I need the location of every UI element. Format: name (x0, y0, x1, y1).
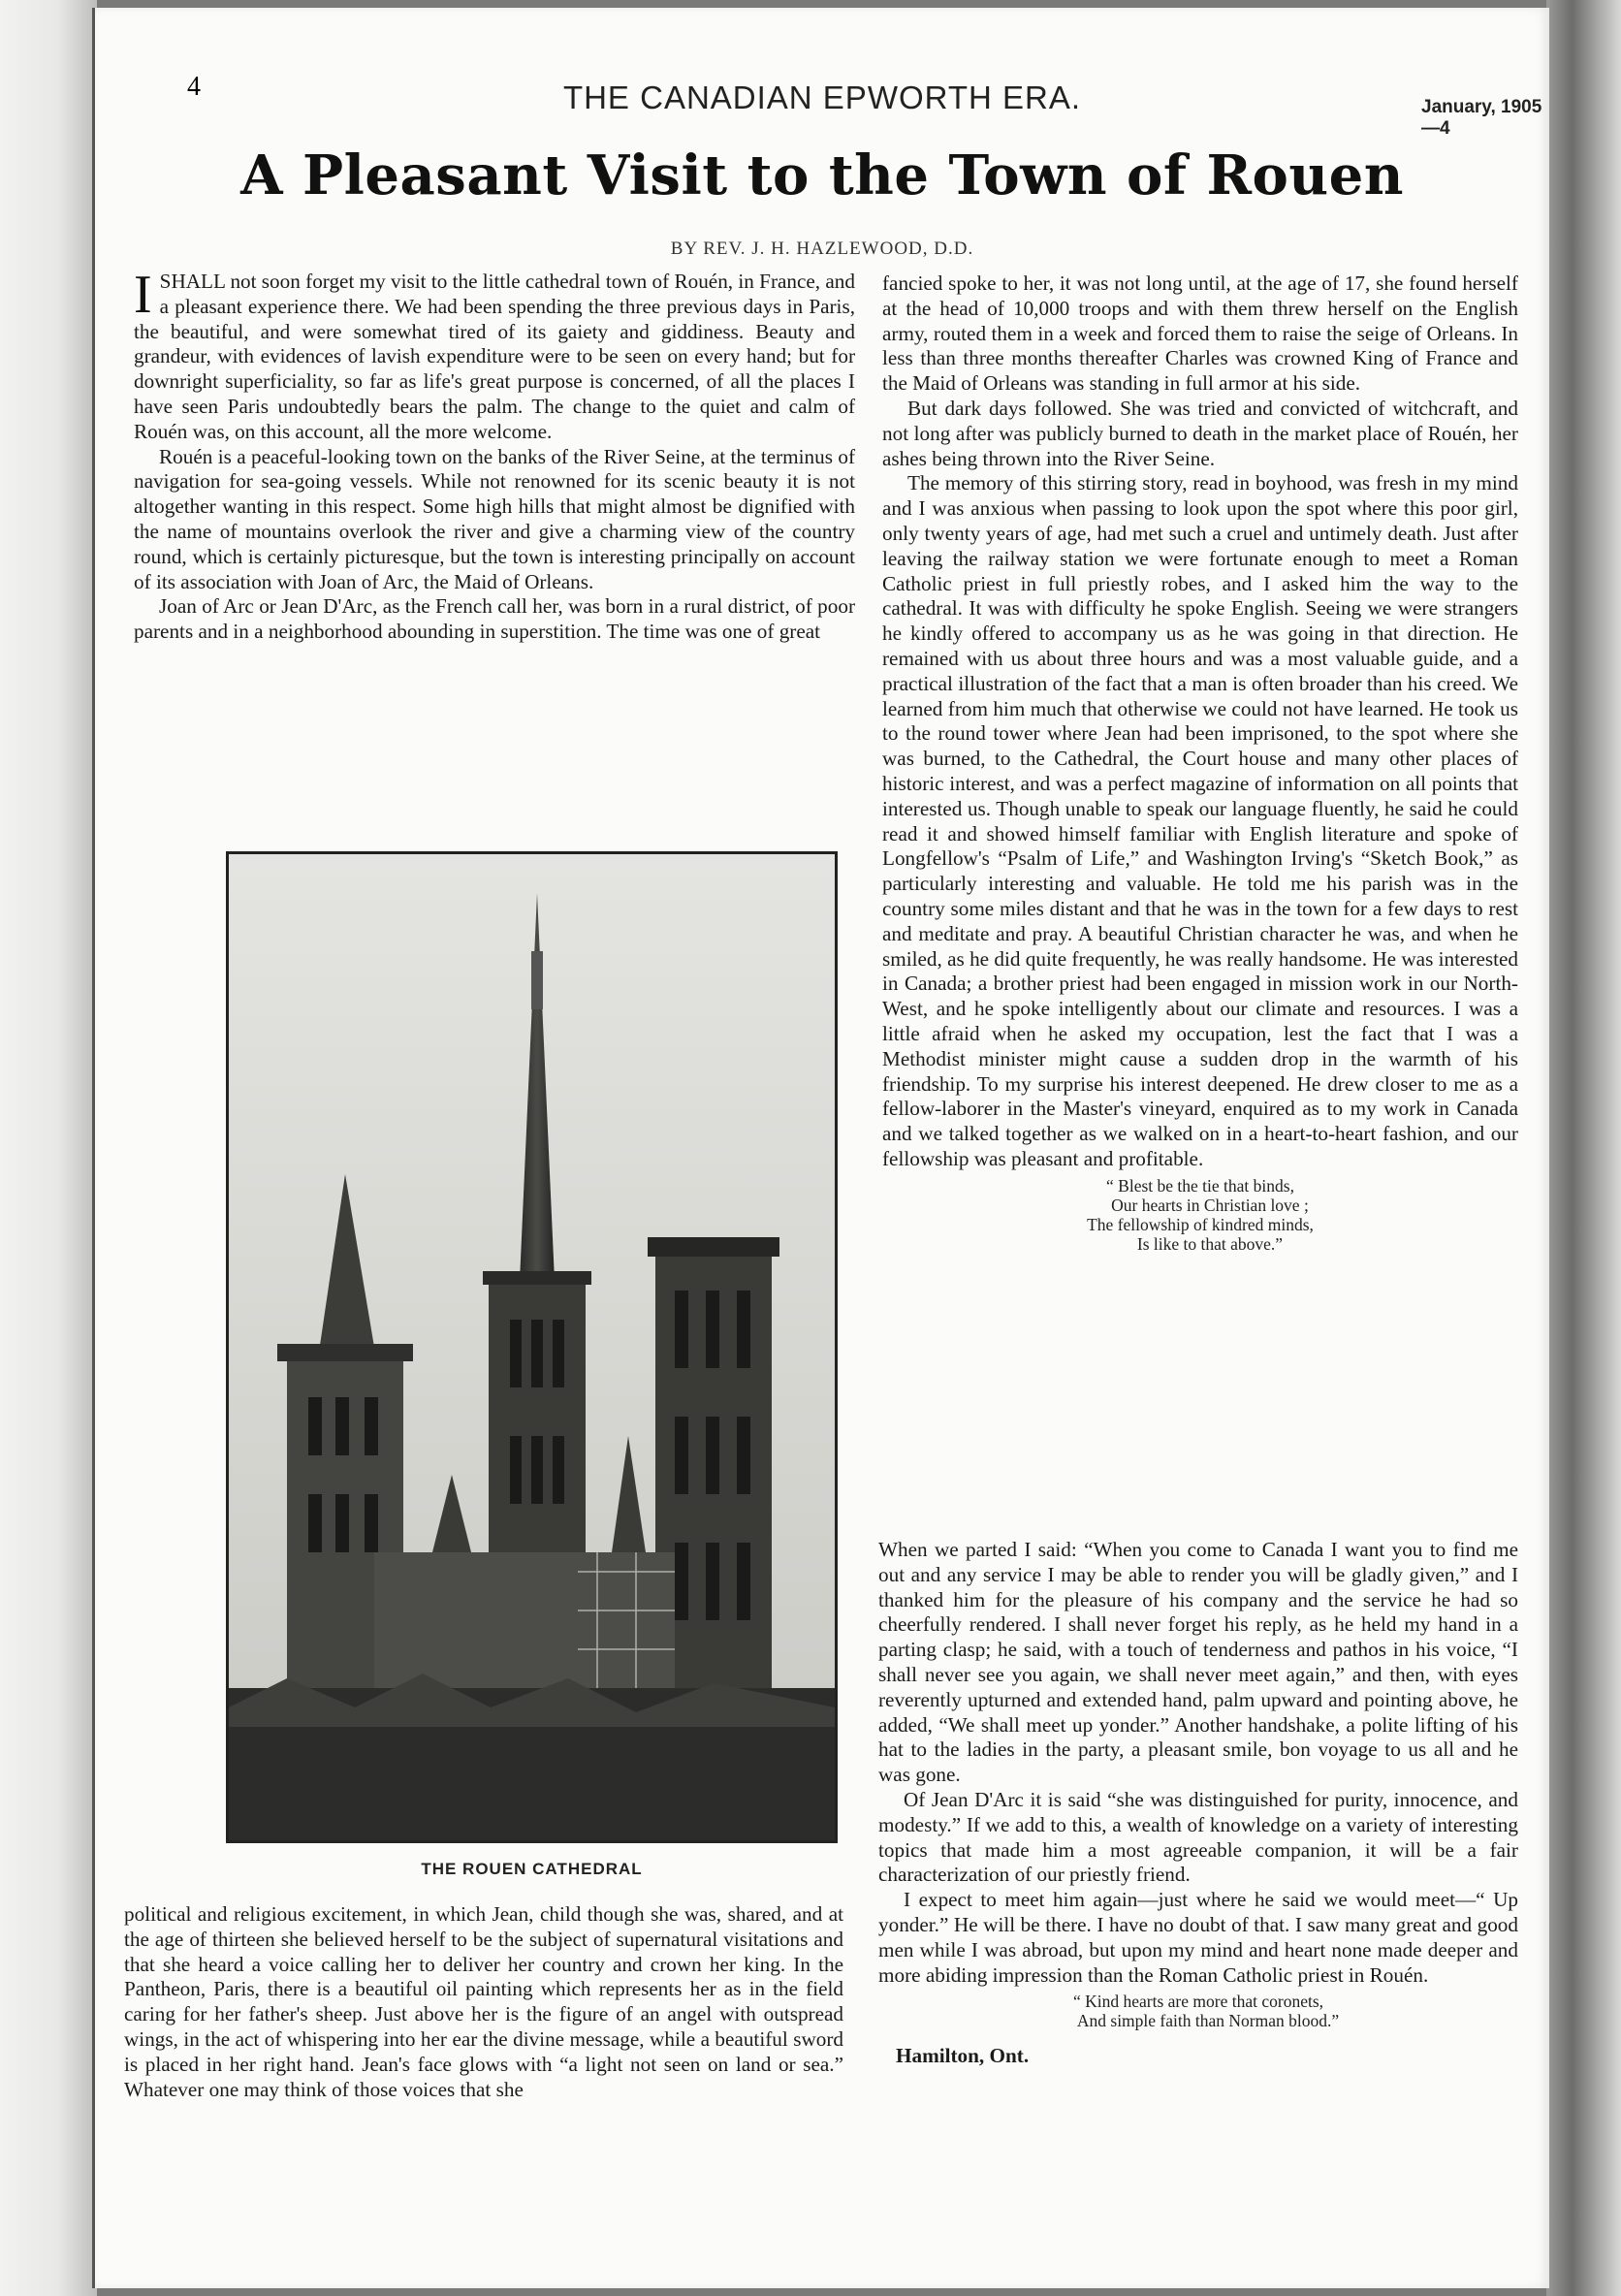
paragraph-10: I expect to meet him again—just where he said we would meet—“ Up yonder.” He will be there. I have no doubt of that. I saw many great and good men while I was abroad, but upon my mind and heart none made deeper and more abiding impression than the Roman Catholic priest in Rouén. (878, 1888, 1518, 1987)
paragraph-3: Joan of Arc or Jean D'Arc, as the French call her, was born in a rural district, of poor parents and in a neighborhood abounding in superstition. The time was one of great (134, 594, 855, 644)
paragraph-8: When we parted I said: “When you come to Canada I want you to find me out and any service I may be able to render you will be gladly given,” and I thanked him for the pleasure of his company and the service he had so cheerfully rendered. I shall never forget his reply, as he held my hand in a parting clasp; he said, with a touch of tenderness and pathos in his voice, “I shall never see you again, we shall never meet again,” and then, with eyes reverently upturned and extended hand, palm upward and pointing above, he added, “We shall meet up yonder.” Another handshake, a polite lifting of his hat to the ladies in the party, a pleasant smile, bon voyage to us all and he was gone. (878, 1538, 1518, 1787)
byline: BY REV. J. H. HAZLEWOOD, D.D. (670, 239, 974, 259)
paragraph-7: The memory of this stirring story, read in boyhood, was fresh in my mind and I was anxious when passing to look upon the spot where this poor girl, only twenty years of age, had met such a cruel and untimely death. Just after leaving the railway station we were fortunate enough to meet a Roman Catholic priest in full priestly robes, and I asked him the way to the cathedral. It was with difficulty he spoke English. Seeing we were strangers he kindly offered to accompany us as he was going in that direction. He remained with us about three hours and was a most valuable guide, and a practical illustration of the fact that a man is often broader than his creed. We learned from him much that otherwise we could not have learned. He took us to the round tower where Jean had been imprisoned, to the spot where she was burned, to the Cathedral, the Court house and many other places of historic interest, and was a perfect magazine of information on all points that interested us. Though unable to speak our language fluently, he said he could read it and showed himself familiar with English literature and spoke of Longfellow's “Psalm of Life,” and Washington Irving's “Sketch Book,” as particularly interesting and valuable. He told me his parish was in the country some miles distant and that he was in the town for a few days to rest and meditate and pray. A beautiful Christian character he was, and when he smiled, as he did quite frequently, he was really handsome. He was interested in Canada; a brother priest had been engaged in mission work in our North-West, and he spoke intelligently about our climate and resources. I was a little afraid when he asked my occupation, lest the fact that I was a Methodist minister might cause a sudden drop in the warmth of his friendship. To my surprise his interest deepened. He drew closer to me as a fellow-laborer in the Master's vineyard, enquired as to my work in Canada and we talked together as we walked on in a heart-to-heart fashion, and our fellowship was pleasant and profitable. (882, 471, 1518, 1170)
poem-line: “ Kind hearts are more that coronets, (1072, 1992, 1324, 2012)
poem-line: “ Blest be the tie that binds, (1106, 1175, 1294, 1196)
article-title: A Pleasant Visit to the Town of Rouen (240, 144, 1404, 207)
issue-date: January, 1905—4 (1421, 97, 1542, 139)
paragraph-5: fancied spoke to her, it was not long until, at the age of 17, she found herself at the head of 10,000 troops and with them threw herself on the English army, routed them in a week and forced them to raise the seige of Orleans. In less than three months thereafter Charles was crowned King of France and the Maid of Orleans was standing in full armor at his side. (882, 271, 1518, 396)
left-column-top (134, 265, 855, 645)
paragraph-4: political and religious excitement, in which Jean, child though she was, shared, and at the age of thirteen she believed herself to be the subject of supernatural visitations and that she heard a voice calling her to deliver her country and crown her king. In the Pantheon, Paris, there is a beautiful oil painting which represents her as in the field caring for her father's sheep. Just above her is the figure of an angel with outspread wings, in the act of whispering into her ear the divine message, while a beautiful sword is placed in her right hand. Jean's face glows with “a light not seen on land or sea.” Whatever one may think of those voices that she (124, 1902, 843, 2101)
scan-binding-shadow (1546, 0, 1621, 2296)
poem-line: The fellowship of kindred minds, (1087, 1214, 1314, 1234)
figure-caption: THE ROUEN CATHEDRAL (421, 1860, 643, 1878)
poem-line: Is like to that above.” (1136, 1233, 1284, 1254)
cathedral-illustration (229, 854, 835, 1840)
paragraph-2: Rouén is a peaceful-looking town on the banks of the River Seine, at the terminus of navigation for sea-going vessels. While not renowned for its scenic beauty it is not altogether wanting in this respect. Some high hills that might almost be dignified with the name of mountains overlook the river and give a charming view of the country round, which is certainly picturesque, but the town is interesting principally on account of its association with Joan of Arc, the Maid of Orleans. (134, 444, 855, 593)
paragraph-1: ISHALL not soon forget my visit to the little cathedral town of Rouén, in France, and a pleasant experience there. We had been spending the three previous days in Paris, the beautiful, and were somewhat tired of its gaiety and giddiness. Beauty and grandeur, with evidences of lavish expenditure were to be seen on every hand; but for downright superficiality, so far as life's great purpose is concerned, of all the places I have seen Paris undoubtedly bears the palm. The change to the quiet and calm of Rouén was, on this account, all the more welcome. (134, 265, 855, 443)
page-number: 4 (187, 72, 201, 102)
journal-title: THE CANADIAN EPWORTH ERA. (562, 80, 1082, 115)
closing-quote (878, 1992, 1518, 2030)
right-column-top (882, 271, 1518, 1267)
drop-cap: I (134, 265, 152, 325)
paragraph-6: But dark days followed. She was tried and convicted of witchcraft, and not long after was publicly burned to death in the market place of Rouén, her ashes being thrown into the River Seine. (882, 396, 1518, 470)
poem-line: Our hearts in Christian love ; (1111, 1195, 1309, 1215)
left-column-bottom (124, 1902, 843, 2102)
scan-margin-left (0, 0, 97, 2296)
rouen-cathedral-image (226, 851, 838, 1843)
paragraph-9: Of Jean D'Arc it is said “she was distinguished for purity, innocence, and modesty.” If we add to this, a wealth of knowledge on a variety of interesting topics that made him a most agreeable companion, it will be a fair characterization of our priestly friend. (878, 1787, 1518, 1887)
poem-line: And simple faith than Norman blood.” (1076, 2011, 1340, 2031)
hymn-quote (882, 1176, 1518, 1254)
right-column-bottom (878, 1538, 1518, 2069)
author-location: Hamilton, Ont. (896, 2044, 1030, 2068)
